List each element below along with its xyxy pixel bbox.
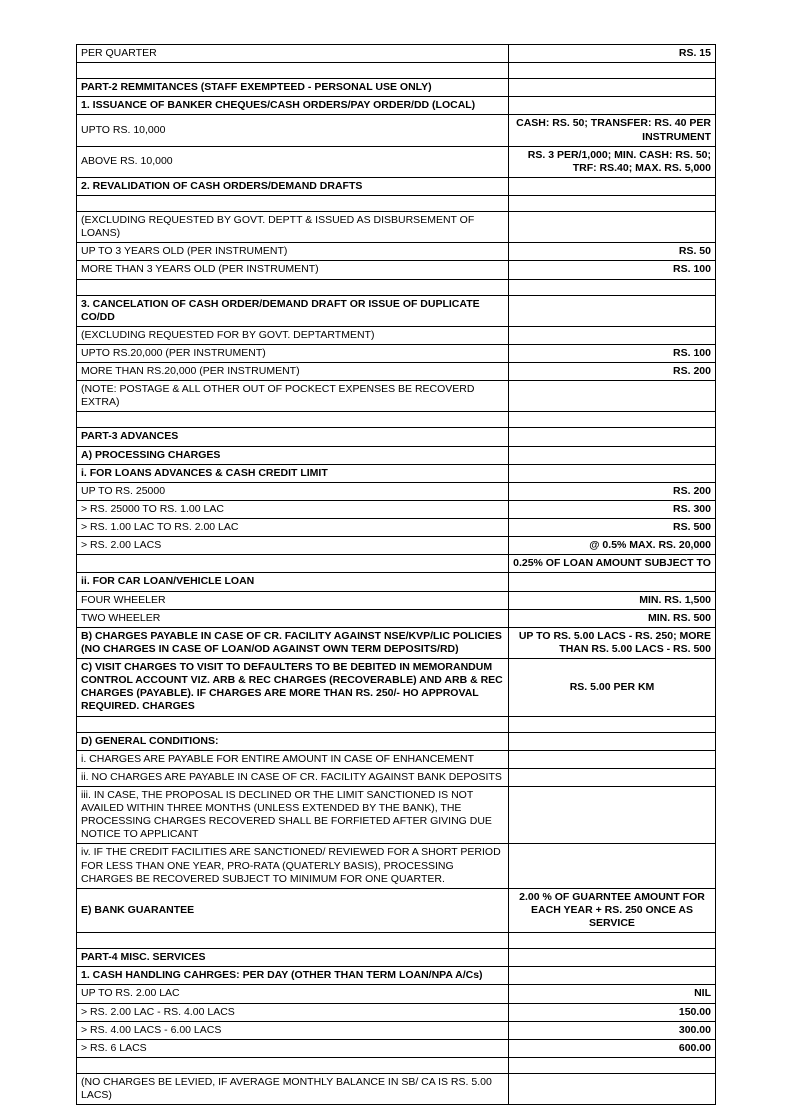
table-row [77,609,716,627]
row-description: > RS. 6 LACS [77,1039,509,1057]
row-amount: @ 0.5% MAX. RS. 20,000 [509,537,716,555]
row-description: > RS. 25000 TO RS. 1.00 LAC [77,500,509,518]
row-amount [509,967,716,985]
row-amount: 150.00 [509,1003,716,1021]
row-amount: RS. 3 PER/1,000; MIN. CASH: RS. 50; TRF: RS.40; MAX. RS. 5,000 [509,146,716,177]
table-row [77,212,716,243]
row-amount [509,768,716,786]
row-description [77,196,509,212]
row-amount [509,196,716,212]
row-description: UPTO RS.20,000 (PER INSTRUMENT) [77,344,509,362]
table-row [77,63,716,79]
row-amount [509,786,716,844]
row-description: PER QUARTER [77,45,509,63]
table-row [77,716,716,732]
row-description: MORE THAN RS.20,000 (PER INSTRUMENT) [77,363,509,381]
table-row [77,1039,716,1057]
row-amount [509,177,716,195]
row-amount: RS. 200 [509,482,716,500]
row-description: i. CHARGES ARE PAYABLE FOR ENTIRE AMOUNT IN CASE OF ENHANCEMENT [77,750,509,768]
row-amount [509,279,716,295]
section-title-part-2: PART-2 REMMITANCES (STAFF EXEMPTEED - PERSONAL USE ONLY) [77,79,509,97]
row-description: 1. CASH HANDLING CAHRGES: PER DAY (OTHER THAN TERM LOAN/NPA A/Cs) [77,967,509,985]
table-row [77,573,716,591]
row-description: B) CHARGES PAYABLE IN CASE OF CR. FACILITY AGAINST NSE/KVP/LIC POLICIES (NO CHARGES IN CASE OF LOAN/OD AGAINST OWN TERM DEPOSITS/RD) [77,627,509,658]
row-description: i. FOR LOANS ADVANCES & CASH CREDIT LIMIT [77,464,509,482]
row-amount [509,381,716,412]
row-amount: NIL [509,985,716,1003]
table-row [77,243,716,261]
row-amount: RS. 200 [509,363,716,381]
row-amount: MIN. RS. 500 [509,609,716,627]
table-row [77,295,716,326]
row-description: > RS. 2.00 LAC - RS. 4.00 LACS [77,1003,509,1021]
table-row [77,326,716,344]
table-row [77,261,716,279]
row-description: (NO CHARGES BE LEVIED, IF AVERAGE MONTHLY BALANCE IN SB/ CA IS RS. 5.00 LACS) [77,1073,509,1104]
table-row [77,967,716,985]
row-amount: RS. 100 [509,344,716,362]
row-description: FOUR WHEELER [77,591,509,609]
row-description: E) BANK GUARANTEE [77,888,509,932]
row-description: UP TO RS. 2.00 LAC [77,985,509,1003]
row-description: > RS. 2.00 LACS [77,537,509,555]
row-description: > RS. 1.00 LAC TO RS. 2.00 LAC [77,519,509,537]
row-description [77,279,509,295]
row-description: (EXCLUDING REQUESTED BY GOVT. DEPTT & ISSUED AS DISBURSEMENT OF LOANS) [77,212,509,243]
row-amount: 300.00 [509,1021,716,1039]
row-amount [509,464,716,482]
row-description: C) VISIT CHARGES TO VISIT TO DEFAULTERS TO BE DEBITED IN MEMORANDUM CONTROL ACCOUNT VIZ. ARB & REC CHARGES (RECOVERABLE) AND ARB & REC CHARGES (PAYABLE). IF CHARGES ARE MORE THAN RS. 250/- HO APPROVAL REQUIRED. CHARGES [77,659,509,717]
row-amount [509,844,716,888]
row-amount [509,295,716,326]
row-description: 1. ISSUANCE OF BANKER CHEQUES/CASH ORDERS/PAY ORDER/DD (LOCAL) [77,97,509,115]
table-row [77,428,716,446]
table-row [77,537,716,555]
table-row [77,464,716,482]
row-description [77,933,509,949]
row-amount: RS. 100 [509,261,716,279]
table-row [77,1057,716,1073]
row-amount [509,446,716,464]
row-description: (EXCLUDING REQUESTED FOR BY GOVT. DEPTARTMENT) [77,326,509,344]
row-amount: MIN. RS. 1,500 [509,591,716,609]
row-amount: 0.25% OF LOAN AMOUNT SUBJECT TO [509,555,716,573]
row-description: UP TO 3 YEARS OLD (PER INSTRUMENT) [77,243,509,261]
table-row [77,446,716,464]
row-amount [509,326,716,344]
row-description: (NOTE: POSTAGE & ALL OTHER OUT OF POCKECT EXPENSES BE RECOVERD EXTRA) [77,381,509,412]
table-row [77,1073,716,1104]
table-row [77,412,716,428]
row-amount: RS. 50 [509,243,716,261]
section-title-part-4: PART-4 MISC. SERVICES [77,949,509,967]
row-amount [509,63,716,79]
row-description: TWO WHEELER [77,609,509,627]
row-description: 2. REVALIDATION OF CASH ORDERS/DEMAND DRAFTS [77,177,509,195]
row-description: A) PROCESSING CHARGES [77,446,509,464]
table-row [77,627,716,658]
row-amount [509,97,716,115]
table-row [77,949,716,967]
row-amount [509,732,716,750]
row-amount: CASH: RS. 50; TRANSFER: RS. 40 PER INSTRUMENT [509,115,716,146]
row-amount [509,79,716,97]
row-description: UPTO RS. 10,000 [77,115,509,146]
row-amount [509,412,716,428]
table-row [77,363,716,381]
table-row [77,591,716,609]
row-amount [509,428,716,446]
row-amount: UP TO RS. 5.00 LACS - RS. 250; MORE THAN RS. 5.00 LACS - RS. 500 [509,627,716,658]
table-row [77,196,716,212]
row-amount: RS. 5.00 PER KM [509,659,716,717]
table-row [77,482,716,500]
row-amount [509,716,716,732]
row-amount: RS. 300 [509,500,716,518]
charges-table-body [77,45,716,1105]
row-amount [509,573,716,591]
table-row [77,381,716,412]
row-description: MORE THAN 3 YEARS OLD (PER INSTRUMENT) [77,261,509,279]
row-description [77,555,509,573]
table-row [77,97,716,115]
table-row [77,985,716,1003]
table-row [77,844,716,888]
row-amount [509,750,716,768]
row-amount: 2.00 % OF GUARNTEE AMOUNT FOR EACH YEAR + RS. 250 ONCE AS SERVICE [509,888,716,932]
table-row [77,659,716,717]
table-row [77,888,716,932]
row-description [77,1057,509,1073]
table-row [77,555,716,573]
table-row [77,732,716,750]
row-amount [509,212,716,243]
table-row [77,1003,716,1021]
table-row [77,500,716,518]
row-description: ii. NO CHARGES ARE PAYABLE IN CASE OF CR. FACILITY AGAINST BANK DEPOSITS [77,768,509,786]
row-description: ii. FOR CAR LOAN/VEHICLE LOAN [77,573,509,591]
table-row [77,786,716,844]
table-row [77,45,716,63]
table-row [77,115,716,146]
table-row [77,344,716,362]
row-description: ABOVE RS. 10,000 [77,146,509,177]
table-row [77,177,716,195]
row-description: 3. CANCELATION OF CASH ORDER/DEMAND DRAFT OR ISSUE OF DUPLICATE CO/DD [77,295,509,326]
row-description: iv. IF THE CREDIT FACILITIES ARE SANCTIONED/ REVIEWED FOR A SHORT PERIOD FOR LESS THAN ONE YEAR, PRO-RATA (QUATERLY BASIS), PROCESSING CHARGES BE RECOVERED SUBJECT TO MINIMUM FOR ONE QUARTER. [77,844,509,888]
row-amount [509,1073,716,1104]
row-amount [509,949,716,967]
row-description: UP TO RS. 25000 [77,482,509,500]
table-row [77,146,716,177]
row-amount [509,933,716,949]
row-description [77,412,509,428]
row-description: D) GENERAL CONDITIONS: [77,732,509,750]
table-row [77,768,716,786]
table-row [77,79,716,97]
row-description: iii. IN CASE, THE PROPOSAL IS DECLINED OR THE LIMIT SANCTIONED IS NOT AVAILED WITHIN THREE MONTHS (UNLESS EXTENDED BY THE BANK), THE PROCESSING CHARGES RECOVERED SHALL BE FORFIETED AFTER GIVING DUE NOTICE TO APPLICANT [77,786,509,844]
table-row [77,279,716,295]
row-description: > RS. 4.00 LACS - 6.00 LACS [77,1021,509,1039]
row-amount: RS. 500 [509,519,716,537]
row-amount [509,1057,716,1073]
row-description [77,63,509,79]
charges-table [76,44,716,1105]
table-row [77,933,716,949]
row-description [77,716,509,732]
row-amount: 600.00 [509,1039,716,1057]
table-row [77,519,716,537]
row-amount: RS. 15 [509,45,716,63]
section-title-part-3: PART-3 ADVANCES [77,428,509,446]
table-row [77,750,716,768]
